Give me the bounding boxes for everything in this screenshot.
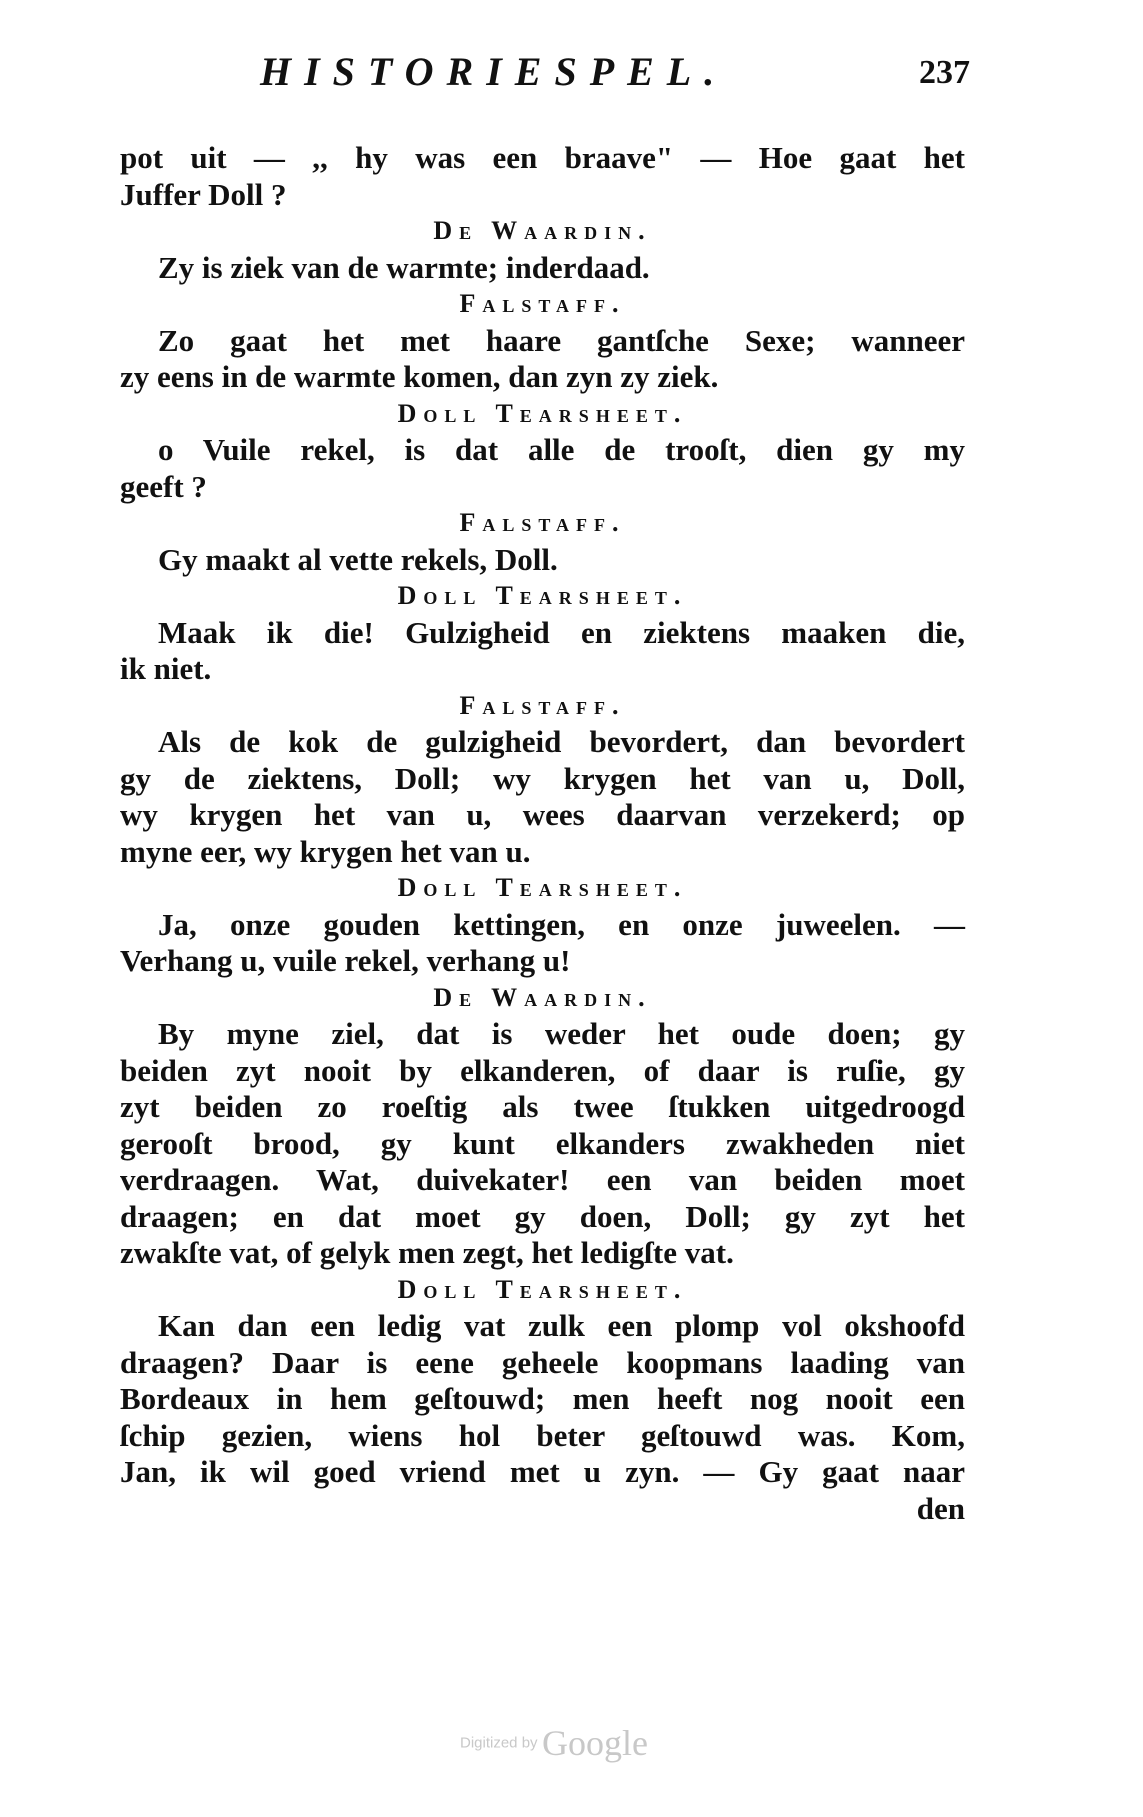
text-line: Ja, onze gouden kettingen, en onze juweelen. — [158, 906, 965, 942]
text-line: Kan dan een ledig vat zulk een plomp vol okshoofd [158, 1308, 965, 1343]
text-line: Verhang u, vuile rekel, verhang u! [120, 943, 571, 978]
text-line: ſchip gezien, wiens hol beter geſtouwd was. Kom, [120, 1417, 965, 1453]
text-line: Bordeaux in hem geſtouwd; men heeft nog nooit een [120, 1381, 965, 1416]
text-line: wy krygen het van u, wees daarvan verzekerd; op [120, 797, 965, 832]
running-title: HISTORIESPEL. [260, 49, 728, 94]
text-line: Zo gaat het met haare gantſche Sexe; wanneer [158, 322, 965, 358]
text-line: gy de ziektens, Doll; wy krygen het van u, Doll, [120, 760, 965, 796]
text-line: gerooſt brood, gy kunt elkanders zwakheden niet [120, 1125, 965, 1161]
speaker-heading: Doll Tearsheet. [397, 398, 688, 428]
text-line: Juffer Doll ? [120, 176, 287, 212]
text-line: Maak ik die! Gulzigheid en ziektens maaken die, [158, 614, 965, 650]
speaker-heading: De Waardin. [433, 216, 652, 245]
text-line: zy eens in de warmte komen, dan zyn zy ziek. [120, 359, 719, 394]
text-line: verdraagen. Wat, duivekater! een van beiden moet [120, 1162, 965, 1197]
page-number: 237 [919, 54, 970, 91]
running-head [120, 48, 990, 98]
text-line: draagen? Daar is eene geheele koopmans laading van [120, 1344, 965, 1380]
text-line: beiden zyt nooit by elkanderen, of daar is ruſie, gy [120, 1052, 965, 1088]
text-line: By myne ziel, dat is weder het oude doen; gy [158, 1016, 965, 1051]
play-text [120, 140, 965, 1527]
text-line: myne eer, wy krygen het van u. [120, 833, 531, 869]
text-line: Jan, ik wil goed vriend met u zyn. — Gy gaat naar [120, 1454, 965, 1489]
catchword: den [916, 1490, 965, 1526]
text-line: Gy maakt al vette rekels, Doll. [158, 541, 558, 577]
speaker-heading: Doll Tearsheet. [397, 1274, 688, 1304]
text-line: draagen; en dat moet gy doen, Doll; gy zyt het [120, 1198, 965, 1234]
watermark-logo: Google [542, 1723, 648, 1763]
watermark-prefix: Digitized by [460, 1734, 538, 1752]
text-line: o Vuile rekel, is dat alle de trooſt, dien gy my [158, 432, 965, 467]
text-line: zyt beiden zo roeſtig als twee ſtukken uitgedroogd [120, 1089, 965, 1124]
speaker-heading: Falstaff. [459, 289, 626, 318]
speaker-heading: De Waardin. [433, 982, 652, 1012]
speaker-heading: Falstaff. [459, 690, 626, 720]
text-line: pot uit — ,, hy was een braave" — Hoe gaat het [120, 140, 965, 175]
digitization-watermark [460, 1722, 648, 1764]
text-line: ik niet. [120, 651, 212, 686]
speaker-heading: Doll Tearsheet. [397, 581, 688, 610]
text-line: Zy is ziek van de warmte; inderdaad. [158, 249, 650, 285]
speaker-heading: Falstaff. [459, 508, 626, 537]
text-line: Als de kok de gulzigheid bevordert, dan bevordert [158, 724, 965, 759]
text-line: zwakſte vat, of gelyk men zegt, het ledigſte vat. [120, 1235, 734, 1270]
text-line: geeft ? [120, 468, 207, 504]
speaker-heading: Doll Tearsheet. [397, 873, 688, 902]
